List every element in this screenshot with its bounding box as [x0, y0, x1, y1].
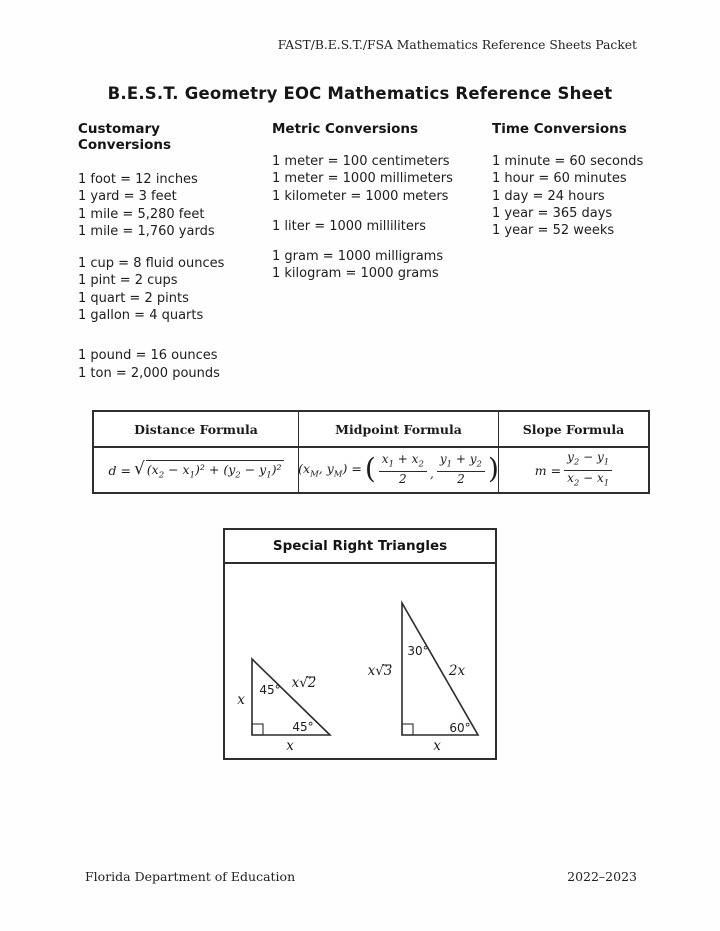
customary-weight-group	[78, 347, 268, 382]
conversion-row: 1 meter = 100 centimeters	[272, 154, 450, 169]
conversion-row: 1 pint = 2 cups	[78, 273, 178, 289]
conversion-row: 1 ton = 2,000 pounds	[78, 365, 220, 381]
formula-table-header-row	[94, 412, 648, 448]
t45-leg-label: x	[237, 692, 245, 708]
t30-hypotenuse-label: 2x	[448, 663, 466, 679]
formula-table	[92, 410, 650, 494]
t45-outline	[252, 659, 330, 735]
customary-title-line1: Customary	[78, 121, 160, 137]
conversion-row: 1 liter = 1000 milliliters	[272, 218, 426, 234]
midpoint-y-fraction: $\frac{y_1 + y_2}{2}$	[437, 453, 485, 487]
customary-length-group	[78, 171, 268, 240]
conversion-row: 1 minute = 60 seconds	[492, 154, 644, 169]
footer-year: 2022–2023	[567, 869, 637, 884]
conversion-row: 1 day = 24 hours	[492, 188, 605, 204]
t30-bottom-angle-label: 60°	[449, 721, 471, 735]
time-group	[492, 153, 677, 239]
conversion-row: 1 year = 365 days	[492, 205, 613, 221]
conversion-row: 1 quart = 2 pints	[78, 290, 189, 306]
conversion-row: 1 gallon = 4 quarts	[78, 308, 204, 324]
metric-length-group	[272, 153, 487, 205]
midpoint-formula: ($x_M$, $y_M$) = ( $\frac{x_1 + x_2}{2}$ , $\frac{y_1 + y_2}{2}$ )	[298, 451, 499, 487]
customary-conversions-column	[78, 121, 268, 382]
t45-bottom-angle-label: 45°	[292, 720, 314, 734]
customary-title-line2: Conversions	[78, 137, 171, 153]
midpoint-formula-header: Midpoint Formula	[298, 412, 499, 446]
triangle-30-60-90	[368, 603, 478, 754]
conversion-row: 1 hour = 60 minutes	[492, 171, 627, 187]
metric-volume-group	[272, 218, 487, 235]
page-title: B.E.S.T. Geometry EOC Mathematics Reference Sheet	[107, 84, 613, 103]
t30-top-angle-label: 30°	[407, 644, 429, 658]
conversion-row: 1 mile = 1,760 yards	[78, 223, 215, 239]
midpoint-x-fraction: $\frac{x_1 + x_2}{2}$	[379, 453, 427, 487]
conversion-row: 1 pound = 16 ounces	[78, 348, 218, 364]
metric-title: Metric Conversions	[272, 121, 419, 137]
conversion-row: 1 meter = 1000 millimeters	[272, 171, 453, 187]
t30-leg-label: x√3	[367, 663, 393, 679]
distance-formula-cell	[94, 448, 298, 492]
slope-fraction: $\frac{y_2 - y_1}{x_2 - x_1}$	[564, 451, 612, 488]
conversion-row: 1 year = 52 weeks	[492, 223, 615, 239]
conversion-row: 1 foot = 12 inches	[78, 172, 198, 187]
conversion-row: 1 cup = 8 fluid ounces	[78, 256, 225, 272]
conversion-row: 1 kilogram = 1000 grams	[272, 266, 439, 282]
t30-base-label: x	[433, 738, 441, 754]
t45-right-angle-mark	[252, 724, 263, 735]
triangle-45-45-90	[237, 659, 330, 754]
slope-formula: m = $\frac{y_2 - y_1}{x_2 - x_1}$	[535, 451, 612, 488]
distance-formula-header: Distance Formula	[134, 421, 258, 437]
conversion-row: 1 gram = 1000 milligrams	[272, 249, 444, 265]
slope-formula-cell	[499, 448, 648, 492]
metric-conversions-column	[272, 121, 487, 283]
distance-formula: d = √ $(x_2 - x_1)^2 + (y_2 - y_1)^2$	[108, 458, 282, 481]
packet-header: FAST/B.E.S.T./FSA Mathematics Reference Sheets Packet	[277, 38, 637, 52]
t30-outline	[402, 603, 478, 735]
slope-formula-header: Slope Formula	[522, 421, 625, 437]
metric-mass-group	[272, 248, 487, 283]
customary-title	[78, 121, 268, 153]
t45-hypotenuse-label: x√2	[291, 675, 317, 691]
time-title: Time Conversions	[492, 121, 627, 137]
special-right-triangles-box	[223, 528, 497, 760]
t45-base-label: x	[286, 738, 294, 754]
triangles-diagram	[225, 564, 495, 758]
conversion-row: 1 yard = 3 feet	[78, 189, 177, 205]
conversion-row: 1 mile = 5,280 feet	[78, 206, 205, 222]
formula-table-body-row	[94, 448, 648, 492]
t30-right-angle-mark	[402, 724, 413, 735]
special-right-triangles-title: Special Right Triangles	[225, 530, 495, 564]
midpoint-formula-cell	[298, 448, 499, 492]
customary-volume-group	[78, 255, 268, 324]
conversion-row: 1 kilometer = 1000 meters	[272, 188, 449, 204]
radical-sign: √	[133, 458, 145, 479]
time-conversions-column	[492, 121, 677, 239]
footer-organization: Florida Department of Education	[85, 869, 296, 884]
t45-top-angle-label: 45°	[259, 683, 281, 697]
